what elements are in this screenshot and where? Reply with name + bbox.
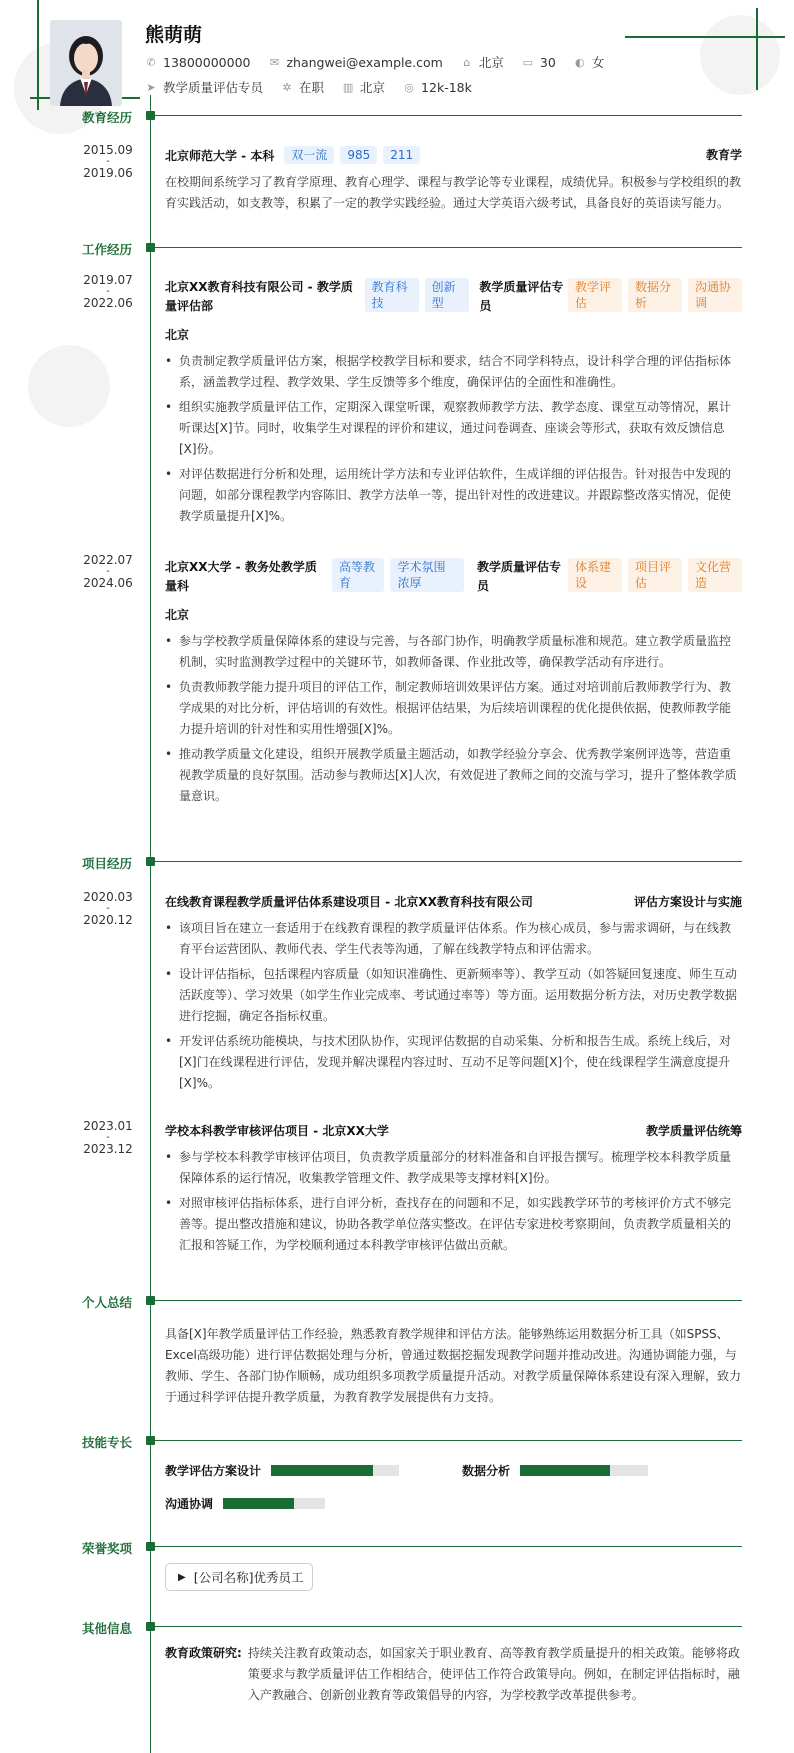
project-entry xyxy=(165,1122,742,1260)
date-dash: - xyxy=(106,566,110,577)
target-job-info xyxy=(145,78,263,96)
email-info xyxy=(268,55,442,70)
age-value: 30 xyxy=(539,54,556,70)
date-end: 2023.12 xyxy=(83,1142,133,1156)
skill-bar xyxy=(520,1465,648,1476)
skill-bar-fill xyxy=(271,1465,373,1476)
company-name: 北京XX大学 - 教务处教学质量科 xyxy=(165,560,317,593)
skill-tag: 数据分析 xyxy=(628,278,682,312)
profile-photo xyxy=(50,20,122,106)
list-item: • 推动教学质量文化建设，组织开展教学质量主题活动，如教学经验分享会、优秀教学案例评选等，营造重视教学质量的良好氛围。活动参与教师达[X]人次，有效促进了教师之间的交流与学习，提升了整体教学质量意识。 xyxy=(165,744,742,807)
position: 教学质量评估专员 xyxy=(477,560,562,593)
work-city: 北京 xyxy=(165,328,190,342)
section-marker xyxy=(146,1436,155,1445)
date-end: 2024.06 xyxy=(83,576,133,590)
date-dash: - xyxy=(106,156,110,167)
honor-label: [公司名称]优秀员工 xyxy=(193,1570,304,1585)
target-city-info xyxy=(342,78,385,96)
work-date xyxy=(78,273,138,311)
skill-bar-fill xyxy=(223,1498,294,1509)
date-dash: - xyxy=(106,1132,110,1143)
project-entry xyxy=(165,893,742,1098)
work-city: 北京 xyxy=(165,608,190,622)
project-bullets xyxy=(165,1147,742,1256)
work-date xyxy=(78,553,138,591)
section-title-education: 教育经历 xyxy=(81,110,132,125)
list-item: • 开发评估系统功能模块，与技术团队协作，实现评估数据的自动采集、分析和报告生成。系统上线后，对[X]门在线课程进行评估，发现并解决课程内容过时、互动不足等问题[X]个，使在线课程学生满意度提升[X]%。 xyxy=(165,1031,742,1094)
date-end: 2022.06 xyxy=(83,296,133,310)
industry-tag: 创新型 xyxy=(425,278,469,312)
major: 教育学 xyxy=(705,148,742,162)
list-item: • 设计评估指标，包括课程内容质量（如知识准确性、更新频率等）、教学互动（如答疑回复速度、师生互动活跃度等）、学习效果（如学生作业完成率、考试通过率等）等方面。运用数据分析方法，对历史教学数据进行挖掘，确定各指标权重。 xyxy=(165,964,742,1027)
work-header xyxy=(165,558,742,596)
list-item: • 负责教师教学能力提升项目的评估工作，制定教师培训效果评估方案。通过对培训前后教师教学行为、教学成果的对比分析，评估培训的有效性。根据评估结果，为后续培训课程的优化提供依据，使教师教学能力提升培训的针对性和实用性增强[X]%。 xyxy=(165,677,742,740)
skill-item xyxy=(165,1495,325,1512)
date-start: 2019.07 xyxy=(83,273,133,287)
date-end: 2019.06 xyxy=(83,166,133,180)
date-dash: - xyxy=(106,903,110,914)
mail-icon: ✉ xyxy=(269,55,280,69)
section-title-summary: 个人总结 xyxy=(81,1295,132,1310)
date-dash: - xyxy=(106,286,110,297)
timeline-line xyxy=(150,95,151,1753)
list-item: • 参与学校教学质量保障体系的建设与完善，与各部门协作，明确教学质量标准和规范。建立教学质量监控机制，实时监测教学过程中的关键环节，如教师备课、作业批改等，确保教学活动有序进行。 xyxy=(165,631,742,673)
section-divider xyxy=(155,115,742,116)
skill-tag: 体系建设 xyxy=(568,558,622,592)
section-title-project: 项目经历 xyxy=(81,856,132,871)
gender-value: 女 xyxy=(591,55,605,70)
project-date xyxy=(78,890,138,928)
list-item: • 对照审核评估指标体系，进行自评分析，查找存在的问题和不足，如实践教学环节的考核评价方式不够完善等。提出整改措施和建议，协助各教学单位落实整改。在评估专家进校考察期间，负责教学质量相关的汇报和答疑工作，为学校顺利通过本科教学审核评估做出贡献。 xyxy=(165,1193,742,1256)
candidate-name: 熊萌萌 xyxy=(145,24,203,46)
skill-tag: 沟通协调 xyxy=(688,278,742,312)
skill-tag: 项目评估 xyxy=(628,558,682,592)
corner-line xyxy=(756,8,758,90)
section-marker xyxy=(146,1622,155,1631)
section-title-skills: 技能专长 xyxy=(81,1435,132,1450)
list-item: • 组织实施教学质量评估工作，定期深入课堂听课，观察教师教学方法、教学态度、课堂互动等情况，累计听课达[X]节。同时，收集学生对课程的评价和建议，通过问卷调查、座谈会等形式，获取有效反馈信息[X]份。 xyxy=(165,397,742,460)
basic-info-row xyxy=(145,53,622,71)
building-icon: ▥ xyxy=(342,80,354,94)
send-icon: ➤ xyxy=(146,80,156,94)
status-info xyxy=(281,78,324,96)
school-tag: 双一流 xyxy=(284,146,334,164)
avatar xyxy=(50,20,122,106)
skill-item xyxy=(165,1462,399,1479)
gender-icon: ◐ xyxy=(574,55,585,69)
other-info-text: 持续关注教育政策动态，如国家关于职业教育、高等教育教学质量提升的相关政策。能够将政策要求与教学质量评估工作相结合，使评估工作符合政策导向。例如，在制定评估指标时，融入产教融合、创新创业教育等政策倡导的内容，为学校教学改革提供参考。 xyxy=(247,1646,740,1702)
other-info-label: 教育政策研究: xyxy=(165,1646,242,1660)
section-marker xyxy=(146,1542,155,1551)
phone-icon: ✆ xyxy=(146,55,156,69)
section-divider xyxy=(155,247,742,248)
honor-item xyxy=(165,1563,313,1591)
email-value: zhangwei@example.com xyxy=(286,54,443,70)
education-header xyxy=(165,146,742,164)
project-bullets xyxy=(165,918,742,1094)
work-bullets xyxy=(165,351,742,527)
project-title: 学校本科教学审核评估项目 - 北京XX大学 xyxy=(165,1124,389,1138)
project-header xyxy=(165,893,742,910)
project-role: 评估方案设计与实施 xyxy=(633,895,742,909)
job-intention-row xyxy=(145,78,490,96)
position: 教学质量评估专员 xyxy=(479,280,564,313)
skill-name: 教学评估方案设计 xyxy=(165,1464,262,1478)
project-title: 在线教育课程教学质量评估体系建设项目 - 北京XX教育科技有限公司 xyxy=(165,895,533,909)
age-info xyxy=(522,55,556,70)
list-item: • 负责制定教学质量评估方案，根据学校教学目标和要求，结合不同学科特点，设计科学合理的评估指标体系，涵盖教学过程、教学效果、学生反馈等多个维度，确保评估的全面性和准确性。 xyxy=(165,351,742,393)
work-entry xyxy=(165,558,742,811)
decorative-circle xyxy=(28,345,110,427)
skill-bar-fill xyxy=(520,1465,610,1476)
education-description: 在校期间系统学习了教育学原理、教育心理学、课程与教学论等专业课程，成绩优异。积极参与学校组织的教育实践活动，如支教等，积累了一定的教学实践经验。通过大学英语六级考试，具备良好的英语读写能力。 xyxy=(165,175,742,210)
section-title-honors: 荣誉奖项 xyxy=(81,1541,132,1556)
date-start: 2015.09 xyxy=(83,143,133,157)
date-start: 2020.03 xyxy=(83,890,133,904)
coin-icon: ◎ xyxy=(404,80,414,94)
project-role: 教学质量评估统筹 xyxy=(645,1124,742,1138)
skill-name: 数据分析 xyxy=(462,1464,511,1478)
section-divider xyxy=(155,861,742,862)
gear-icon: ✲ xyxy=(282,80,292,94)
skill-item xyxy=(462,1462,648,1479)
section-marker xyxy=(146,857,155,866)
home-icon: ⌂ xyxy=(463,55,471,69)
phone-info xyxy=(145,55,250,70)
section-marker xyxy=(146,243,155,252)
section-marker xyxy=(146,1296,155,1305)
city-info xyxy=(461,53,504,71)
section-marker xyxy=(146,111,155,120)
industry-tag: 高等教育 xyxy=(332,558,384,592)
salary-value: 12k-18k xyxy=(421,79,472,95)
city-value: 北京 xyxy=(478,55,504,70)
section-title-other: 其他信息 xyxy=(81,1621,132,1636)
play-icon: ▶ xyxy=(178,1571,186,1583)
target-city-value: 北京 xyxy=(360,80,386,95)
skill-bar xyxy=(271,1465,399,1476)
target-job-value: 教学质量评估专员 xyxy=(163,80,264,95)
section-divider xyxy=(155,1440,742,1441)
date-end: 2020.12 xyxy=(83,913,133,927)
status-value: 在职 xyxy=(299,80,325,95)
decorative-circle xyxy=(700,15,780,95)
project-date xyxy=(78,1119,138,1157)
company-name: 北京XX教育科技有限公司 - 教学质量评估部 xyxy=(165,280,353,313)
list-item: • 该项目旨在建立一套适用于在线教育课程的教学质量评估体系。作为核心成员，参与需求调研，与在线教育平台运营团队、教师代表、学生代表等沟通，了解在线教学特点和评估需求。 xyxy=(165,918,742,960)
section-divider xyxy=(155,1546,742,1547)
other-info-item xyxy=(165,1643,742,1706)
work-bullets xyxy=(165,631,742,807)
work-entry xyxy=(165,278,742,531)
age-icon: ▭ xyxy=(522,55,534,69)
skill-tag: 文化营造 xyxy=(688,558,742,592)
list-item: • 参与学校本科教学审核评估项目，负责教学质量部分的材料准备和自评报告撰写。梳理学校本科教学质量保障体系的运行情况，收集教学管理文件、教学成果等支撑材料[X]份。 xyxy=(165,1147,742,1189)
industry-tag: 教育科技 xyxy=(365,278,419,312)
skill-bar xyxy=(223,1498,325,1509)
date-start: 2022.07 xyxy=(83,553,133,567)
corner-line xyxy=(37,0,39,110)
date-start: 2023.01 xyxy=(83,1119,133,1133)
gender-info xyxy=(574,53,605,71)
phone-value: 13800000000 xyxy=(163,54,251,70)
salary-info xyxy=(403,80,472,95)
education-entry xyxy=(165,146,742,214)
school-tag: 211 xyxy=(383,146,420,164)
work-header xyxy=(165,278,742,316)
skill-tag: 教学评估 xyxy=(568,278,622,312)
industry-tag: 学术氛围浓厚 xyxy=(390,558,464,592)
summary-text: 具备[X]年教学质量评估工作经验，熟悉教育教学规律和评估方法。能够熟练运用数据分析工具（如SPSS、Excel高级功能）进行评估数据处理与分析，曾通过数据挖掘发现教学问题并推动改进。沟通协调能力强，与教师、学生、各部门协作顺畅，成功组织多项教学质量提升活动。对教学质量保障体系建设有深入理解，致力于通过科学评估提升教学质量，为教育教学发展提供有力支持。 xyxy=(165,1327,742,1404)
list-item: • 对评估数据进行分析和处理，运用统计学方法和专业评估软件，生成详细的评估报告。针对报告中发现的问题，如部分课程教学内容陈旧、教学方法单一等，提出针对性的改进建议。并跟踪整改落实情况，促使教学质量提升[X]%。 xyxy=(165,464,742,527)
skill-name: 沟通协调 xyxy=(165,1497,214,1511)
section-title-work: 工作经历 xyxy=(81,242,132,257)
school-tag: 985 xyxy=(340,146,377,164)
school-name: 北京师范大学 - 本科 xyxy=(165,148,275,163)
corner-line xyxy=(625,36,785,38)
section-divider xyxy=(155,1300,742,1301)
section-divider xyxy=(155,1626,742,1627)
project-header xyxy=(165,1122,742,1139)
education-date xyxy=(78,143,138,181)
